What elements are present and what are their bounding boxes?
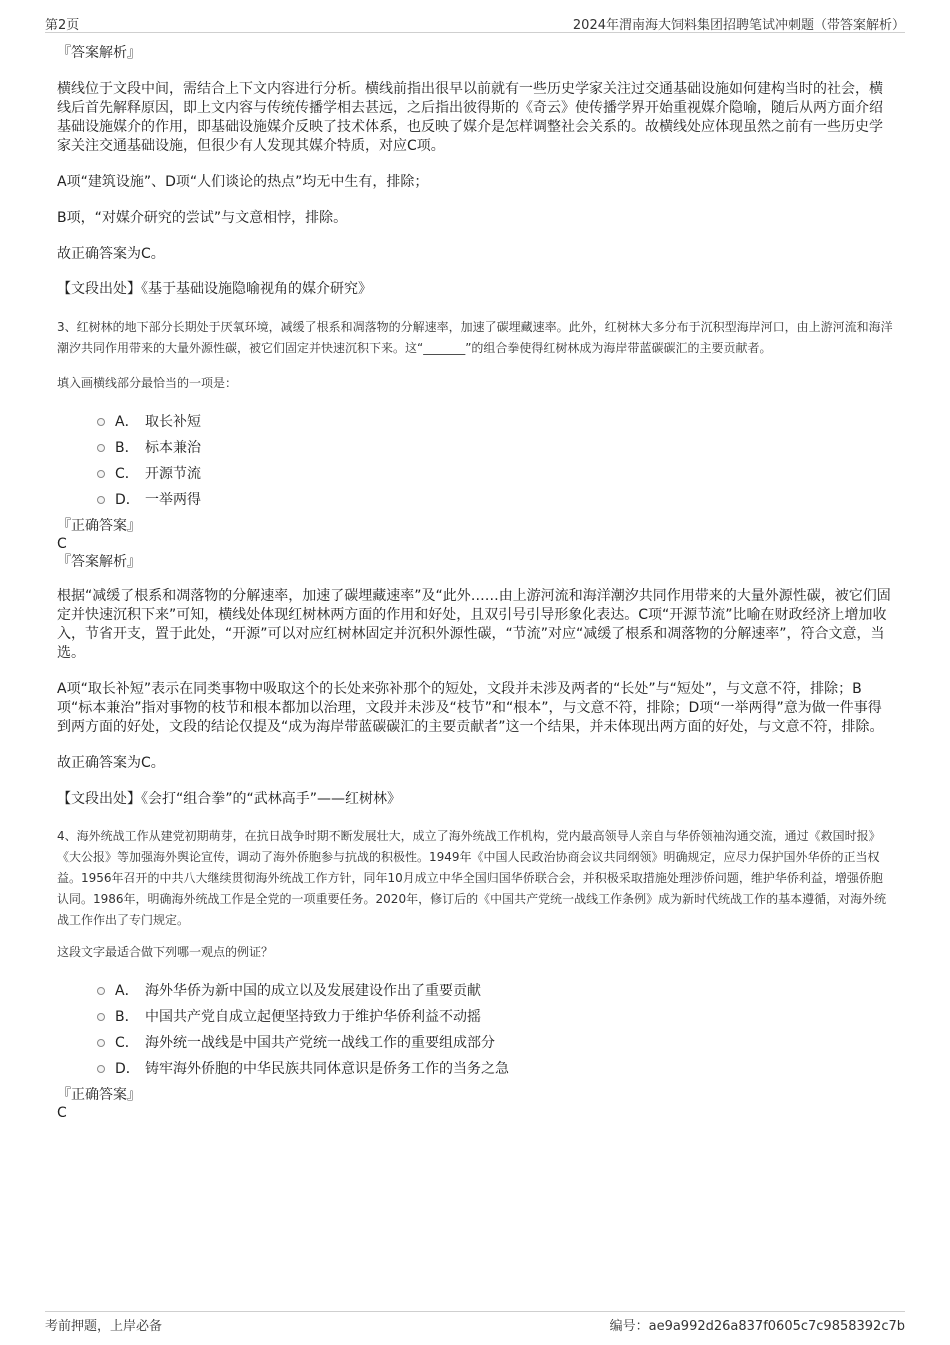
page-footer <box>45 1311 905 1332</box>
radio-icon[interactable] <box>97 418 105 426</box>
page-number: 第2页 <box>45 18 80 33</box>
page-header <box>45 10 905 33</box>
option-b[interactable]: B． 标本兼治 <box>97 439 893 457</box>
question-4-text: 4、海外统战工作从建党初期萌芽，在抗日战争时期不断发展壮大，成立了海外统战工作机构，党内最高领导人亲自与华侨领袖沟通交流，通过《救国时报》《大公报》等加强海外舆论宣传，调动了海外侨胞参与抗战的积极性。1949年《中国人民政治协商会议共同纲领》明确规定，应尽力保护国外华侨的正当权益。1956年召开的中共八大继续贯彻海外统战工作方针，同年10月成立中华全国归国华侨联合会，并积极采取措施处理涉侨问题，维护华侨利益，增强侨胞认同。1986年，明确海外统战工作是全党的一项重要任务。2020年，修订后的《中国共产党统一战线工作条例》成为新时代统战工作的基本遵循，对海外统战工作作出了专门规定。 <box>57 829 887 927</box>
radio-icon[interactable] <box>97 1039 105 1047</box>
analysis-exclusion-b: B项，“对媒介研究的尝试”与文意相悖，排除。 <box>57 210 348 226</box>
analysis-exclusion-a-d: A项“建筑设施”、D项“人们谈论的热点”均无中生有，排除； <box>57 174 429 190</box>
analysis-paragraph: A项“取长补短”表示在同类事物中吸取这个的长处来弥补那个的短处，文段并未涉及两者的“长处”与“短处”，与文意不符，排除；B项“标本兼治”指对事物的枝节和根本都加以治理，文段并未涉及“枝节”和“根本”，与文意不符，排除；D项“一举两得”意为做一件事得到两方面的好处，文段的结论仅提及“成为海岸带蓝碳碳汇的主要贡献者”这一个结果，并未体现出两方面的好处，与文意不符，排除。 <box>57 681 884 735</box>
source-citation: 【文段出处】《基于基础设施隐喻视角的媒介研究》 <box>57 281 372 297</box>
document-title: 2024年渭南海大饲料集团招聘笔试冲刺题（带答案解析） <box>572 18 905 33</box>
document-id: 编号：ae9a992d26a837f0605c7c9858392c7b <box>609 1319 905 1334</box>
analysis-paragraph: 横线位于文段中间，需结合上下文内容进行分析。横线前指出很早以前就有一些历史学家关注过交通基础设施如何建构当时的社会，横线后首先解释原因，即上文内容与传统传播学相去甚远，之后指出彼得斯的《奇云》使传播学界开始重视媒介隐喻，随后从两方面介绍基础设施媒介的作用，即基础设施媒介反映了技术体系，也反映了媒介是怎样调整社会关系的。故横线处应体现虽然之前有一些历史学家关注交通基础设施，但很少有人发现其媒介特质，对应C项。 <box>57 81 883 154</box>
option-d[interactable]: D． 铸牢海外侨胞的中华民族共同体意识是侨务工作的当务之急 <box>97 1060 893 1078</box>
answer-label: 『正确答案』 <box>57 518 141 534</box>
page-content <box>57 44 893 1122</box>
radio-icon[interactable] <box>97 1065 105 1073</box>
option-d[interactable]: D． 一举两得 <box>97 491 893 509</box>
source-citation: 【文段出处】《会打“组合拳”的“武林高手”——红树林》 <box>57 791 402 807</box>
answer-label: 『正确答案』 <box>57 1087 141 1103</box>
question-3-options <box>57 413 893 509</box>
analysis-paragraph: 根据“减缓了根系和凋落物的分解速率，加速了碳埋藏速率”及“此外……由上游河流和海洋潮汐共同作用带来的大量外源性碳，被它们固定并快速沉积下来”可知，横线处体现红树林两方面的作用和好处，且双引号引导形象化表达。C项“开源节流”比喻在财政经济上增加收入，节省开支，置于此处，“开源”可以对应红树林固定并沉积外源性碳，“节流”对应“减缓了根系和凋落物的分解速率”，符合文意，当选。 <box>57 588 891 661</box>
radio-icon[interactable] <box>97 1013 105 1021</box>
option-c[interactable]: C． 海外统一战线是中国共产党统一战线工作的重要组成部分 <box>97 1034 893 1052</box>
analysis-conclusion: 故正确答案为C。 <box>57 755 165 771</box>
question-3-text: 3、红树林的地下部分长期处于厌氧环境，减缓了根系和凋落物的分解速率，加速了碳埋藏速率。此外，红树林大多分布于沉积型海岸河口，由上游河流和海洋潮汐共同作用带来的大量外源性碳，被它们固定并快速沉积下来。这“_______”的组合拳使得红树林成为海岸带蓝碳碳汇的主要贡献者。 <box>57 320 893 355</box>
radio-icon[interactable] <box>97 444 105 452</box>
radio-icon[interactable] <box>97 470 105 478</box>
correct-answer: C <box>57 536 67 552</box>
option-a[interactable]: A． 海外华侨为新中国的成立以及发展建设作出了重要贡献 <box>97 982 893 1000</box>
analysis-label: 『答案解析』 <box>57 45 141 61</box>
option-b[interactable]: B． 中国共产党自成立起便坚持致力于维护华侨利益不动摇 <box>97 1008 893 1026</box>
analysis-label: 『答案解析』 <box>57 554 141 570</box>
analysis-conclusion: 故正确答案为C。 <box>57 246 165 262</box>
question-3-prompt: 填入画横线部分最恰当的一项是： <box>57 376 238 390</box>
question-4-prompt: 这段文字最适合做下列哪一观点的例证？ <box>57 945 274 959</box>
option-a[interactable]: A． 取长补短 <box>97 413 893 431</box>
question-4-options <box>57 982 893 1078</box>
radio-icon[interactable] <box>97 496 105 504</box>
footer-slogan: 考前押题，上岸必备 <box>45 1319 163 1334</box>
option-c[interactable]: C． 开源节流 <box>97 465 893 483</box>
radio-icon[interactable] <box>97 987 105 995</box>
correct-answer: C <box>57 1105 67 1121</box>
